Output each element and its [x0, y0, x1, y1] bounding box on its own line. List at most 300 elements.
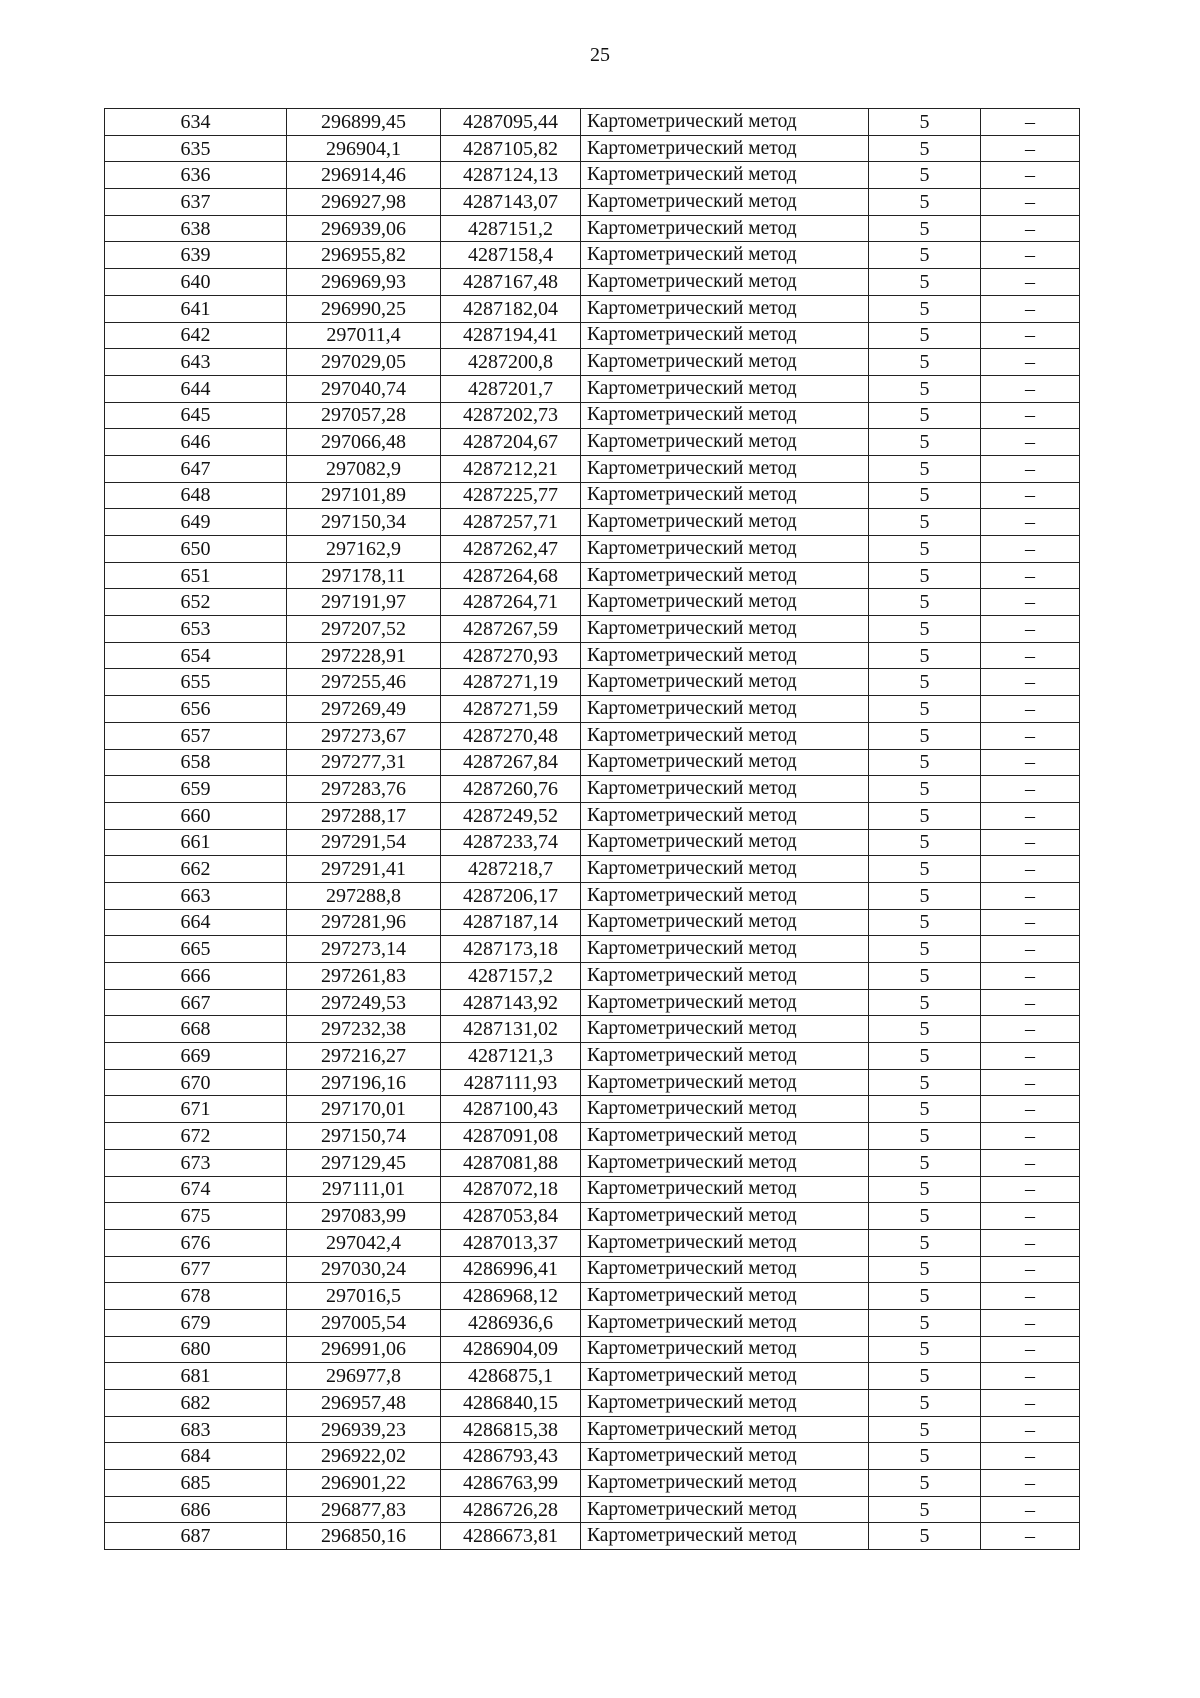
x-coordinate-cell: 296939,06: [287, 215, 441, 242]
precision-cell: 5: [869, 1229, 981, 1256]
table-row: [105, 589, 1080, 616]
y-coordinate-cell: 4287072,18: [441, 1176, 581, 1203]
y-coordinate-cell: 4287212,21: [441, 455, 581, 482]
method-cell: Картометрический метод: [581, 135, 869, 162]
y-coordinate-cell: 4286875,1: [441, 1363, 581, 1390]
precision-cell: 5: [869, 909, 981, 936]
method-cell: Картометрический метод: [581, 909, 869, 936]
method-cell: Картометрический метод: [581, 269, 869, 296]
precision-cell: 5: [869, 1203, 981, 1230]
point-number-cell: 649: [105, 509, 287, 536]
y-coordinate-cell: 4287270,48: [441, 722, 581, 749]
precision-cell: 5: [869, 616, 981, 643]
coordinates-table-body: [105, 109, 1080, 1550]
description-cell: –: [981, 482, 1080, 509]
y-coordinate-cell: 4287233,74: [441, 829, 581, 856]
table-row: [105, 1336, 1080, 1363]
x-coordinate-cell: 296904,1: [287, 135, 441, 162]
x-coordinate-cell: 297083,99: [287, 1203, 441, 1230]
x-coordinate-cell: 296991,06: [287, 1336, 441, 1363]
x-coordinate-cell: 297228,91: [287, 642, 441, 669]
precision-cell: 5: [869, 1363, 981, 1390]
description-cell: –: [981, 776, 1080, 803]
x-coordinate-cell: 297288,8: [287, 882, 441, 909]
method-cell: Картометрический метод: [581, 1496, 869, 1523]
table-row: [105, 882, 1080, 909]
method-cell: Картометрический метод: [581, 1176, 869, 1203]
description-cell: –: [981, 802, 1080, 829]
table-row: [105, 1229, 1080, 1256]
precision-cell: 5: [869, 1443, 981, 1470]
x-coordinate-cell: 296990,25: [287, 295, 441, 322]
point-number-cell: 655: [105, 669, 287, 696]
method-cell: Картометрический метод: [581, 509, 869, 536]
method-cell: Картометрический метод: [581, 1390, 869, 1417]
y-coordinate-cell: 4286936,6: [441, 1309, 581, 1336]
table-row: [105, 1523, 1080, 1550]
point-number-cell: 679: [105, 1309, 287, 1336]
precision-cell: 5: [869, 856, 981, 883]
x-coordinate-cell: 297196,16: [287, 1069, 441, 1096]
description-cell: –: [981, 1256, 1080, 1283]
x-coordinate-cell: 297291,54: [287, 829, 441, 856]
precision-cell: 5: [869, 162, 981, 189]
precision-cell: 5: [869, 642, 981, 669]
table-row: [105, 295, 1080, 322]
point-number-cell: 668: [105, 1016, 287, 1043]
x-coordinate-cell: 297005,54: [287, 1309, 441, 1336]
table-row: [105, 696, 1080, 723]
description-cell: –: [981, 295, 1080, 322]
precision-cell: 5: [869, 269, 981, 296]
table-row: [105, 642, 1080, 669]
method-cell: Картометрический метод: [581, 1336, 869, 1363]
method-cell: Картометрический метод: [581, 322, 869, 349]
x-coordinate-cell: 297277,31: [287, 749, 441, 776]
precision-cell: 5: [869, 1523, 981, 1550]
precision-cell: 5: [869, 1416, 981, 1443]
point-number-cell: 637: [105, 189, 287, 216]
y-coordinate-cell: 4287206,17: [441, 882, 581, 909]
precision-cell: 5: [869, 1069, 981, 1096]
x-coordinate-cell: 297191,97: [287, 589, 441, 616]
precision-cell: 5: [869, 802, 981, 829]
y-coordinate-cell: 4287143,92: [441, 989, 581, 1016]
point-number-cell: 669: [105, 1043, 287, 1070]
method-cell: Картометрический метод: [581, 722, 869, 749]
description-cell: –: [981, 696, 1080, 723]
x-coordinate-cell: 297178,11: [287, 562, 441, 589]
point-number-cell: 646: [105, 429, 287, 456]
point-number-cell: 639: [105, 242, 287, 269]
x-coordinate-cell: 297011,4: [287, 322, 441, 349]
point-number-cell: 672: [105, 1123, 287, 1150]
description-cell: –: [981, 749, 1080, 776]
description-cell: –: [981, 536, 1080, 563]
precision-cell: 5: [869, 1096, 981, 1123]
x-coordinate-cell: 297261,83: [287, 963, 441, 990]
precision-cell: 5: [869, 776, 981, 803]
point-number-cell: 635: [105, 135, 287, 162]
y-coordinate-cell: 4287264,68: [441, 562, 581, 589]
y-coordinate-cell: 4287260,76: [441, 776, 581, 803]
x-coordinate-cell: 296877,83: [287, 1496, 441, 1523]
precision-cell: 5: [869, 989, 981, 1016]
description-cell: –: [981, 1203, 1080, 1230]
method-cell: Картометрический метод: [581, 829, 869, 856]
method-cell: Картометрический метод: [581, 1203, 869, 1230]
description-cell: –: [981, 109, 1080, 136]
point-number-cell: 642: [105, 322, 287, 349]
x-coordinate-cell: 297030,24: [287, 1256, 441, 1283]
x-coordinate-cell: 297162,9: [287, 536, 441, 563]
table-row: [105, 429, 1080, 456]
point-number-cell: 681: [105, 1363, 287, 1390]
method-cell: Картометрический метод: [581, 189, 869, 216]
method-cell: Картометрический метод: [581, 242, 869, 269]
method-cell: Картометрический метод: [581, 989, 869, 1016]
x-coordinate-cell: 296957,48: [287, 1390, 441, 1417]
description-cell: –: [981, 162, 1080, 189]
method-cell: Картометрический метод: [581, 1523, 869, 1550]
point-number-cell: 670: [105, 1069, 287, 1096]
table-row: [105, 242, 1080, 269]
table-row: [105, 375, 1080, 402]
x-coordinate-cell: 297255,46: [287, 669, 441, 696]
description-cell: –: [981, 882, 1080, 909]
table-row: [105, 936, 1080, 963]
point-number-cell: 656: [105, 696, 287, 723]
coordinates-table: [104, 108, 1080, 1550]
description-cell: –: [981, 1363, 1080, 1390]
precision-cell: 5: [869, 1496, 981, 1523]
precision-cell: 5: [869, 1283, 981, 1310]
point-number-cell: 648: [105, 482, 287, 509]
method-cell: Картометрический метод: [581, 963, 869, 990]
y-coordinate-cell: 4286793,43: [441, 1443, 581, 1470]
description-cell: –: [981, 722, 1080, 749]
method-cell: Картометрический метод: [581, 1363, 869, 1390]
method-cell: Картометрический метод: [581, 482, 869, 509]
point-number-cell: 677: [105, 1256, 287, 1283]
table-row: [105, 1363, 1080, 1390]
precision-cell: 5: [869, 109, 981, 136]
x-coordinate-cell: 297232,38: [287, 1016, 441, 1043]
y-coordinate-cell: 4287053,84: [441, 1203, 581, 1230]
point-number-cell: 663: [105, 882, 287, 909]
x-coordinate-cell: 297288,17: [287, 802, 441, 829]
x-coordinate-cell: 297101,89: [287, 482, 441, 509]
point-number-cell: 671: [105, 1096, 287, 1123]
method-cell: Картометрический метод: [581, 669, 869, 696]
x-coordinate-cell: 297057,28: [287, 402, 441, 429]
precision-cell: 5: [869, 562, 981, 589]
y-coordinate-cell: 4287202,73: [441, 402, 581, 429]
table-row: [105, 1256, 1080, 1283]
table-row: [105, 1043, 1080, 1070]
point-number-cell: 647: [105, 455, 287, 482]
x-coordinate-cell: 297249,53: [287, 989, 441, 1016]
table-row: [105, 829, 1080, 856]
table-row: [105, 963, 1080, 990]
description-cell: –: [981, 1069, 1080, 1096]
description-cell: –: [981, 642, 1080, 669]
precision-cell: 5: [869, 749, 981, 776]
point-number-cell: 680: [105, 1336, 287, 1363]
y-coordinate-cell: 4287264,71: [441, 589, 581, 616]
point-number-cell: 634: [105, 109, 287, 136]
precision-cell: 5: [869, 1043, 981, 1070]
x-coordinate-cell: 297273,67: [287, 722, 441, 749]
point-number-cell: 644: [105, 375, 287, 402]
method-cell: Картометрический метод: [581, 295, 869, 322]
table-row: [105, 1496, 1080, 1523]
point-number-cell: 684: [105, 1443, 287, 1470]
y-coordinate-cell: 4287091,08: [441, 1123, 581, 1150]
y-coordinate-cell: 4287249,52: [441, 802, 581, 829]
point-number-cell: 661: [105, 829, 287, 856]
precision-cell: 5: [869, 669, 981, 696]
point-number-cell: 662: [105, 856, 287, 883]
precision-cell: 5: [869, 322, 981, 349]
table-row: [105, 749, 1080, 776]
x-coordinate-cell: 296977,8: [287, 1363, 441, 1390]
method-cell: Картометрический метод: [581, 215, 869, 242]
x-coordinate-cell: 297111,01: [287, 1176, 441, 1203]
method-cell: Картометрический метод: [581, 109, 869, 136]
y-coordinate-cell: 4286726,28: [441, 1496, 581, 1523]
y-coordinate-cell: 4287201,7: [441, 375, 581, 402]
precision-cell: 5: [869, 589, 981, 616]
description-cell: –: [981, 375, 1080, 402]
y-coordinate-cell: 4287158,4: [441, 242, 581, 269]
x-coordinate-cell: 296939,23: [287, 1416, 441, 1443]
method-cell: Картометрический метод: [581, 162, 869, 189]
table-row: [105, 269, 1080, 296]
precision-cell: 5: [869, 882, 981, 909]
table-row: [105, 802, 1080, 829]
description-cell: –: [981, 1523, 1080, 1550]
point-number-cell: 652: [105, 589, 287, 616]
y-coordinate-cell: 4286968,12: [441, 1283, 581, 1310]
point-number-cell: 660: [105, 802, 287, 829]
table-row: [105, 1390, 1080, 1417]
table-row: [105, 616, 1080, 643]
y-coordinate-cell: 4286840,15: [441, 1390, 581, 1417]
table-row: [105, 1149, 1080, 1176]
precision-cell: 5: [869, 349, 981, 376]
method-cell: Картометрический метод: [581, 696, 869, 723]
y-coordinate-cell: 4287095,44: [441, 109, 581, 136]
table-row: [105, 402, 1080, 429]
precision-cell: 5: [869, 696, 981, 723]
point-number-cell: 643: [105, 349, 287, 376]
table-row: [105, 1416, 1080, 1443]
table-row: [105, 722, 1080, 749]
y-coordinate-cell: 4287262,47: [441, 536, 581, 563]
point-number-cell: 640: [105, 269, 287, 296]
table-row: [105, 989, 1080, 1016]
description-cell: –: [981, 242, 1080, 269]
method-cell: Картометрический метод: [581, 856, 869, 883]
point-number-cell: 666: [105, 963, 287, 990]
description-cell: –: [981, 215, 1080, 242]
y-coordinate-cell: 4287081,88: [441, 1149, 581, 1176]
x-coordinate-cell: 296922,02: [287, 1443, 441, 1470]
method-cell: Картометрический метод: [581, 1283, 869, 1310]
description-cell: –: [981, 349, 1080, 376]
y-coordinate-cell: 4287267,84: [441, 749, 581, 776]
x-coordinate-cell: 297273,14: [287, 936, 441, 963]
method-cell: Картометрический метод: [581, 1443, 869, 1470]
point-number-cell: 678: [105, 1283, 287, 1310]
precision-cell: 5: [869, 509, 981, 536]
y-coordinate-cell: 4287194,41: [441, 322, 581, 349]
x-coordinate-cell: 296927,98: [287, 189, 441, 216]
y-coordinate-cell: 4287204,67: [441, 429, 581, 456]
method-cell: Картометрический метод: [581, 1043, 869, 1070]
x-coordinate-cell: 297016,5: [287, 1283, 441, 1310]
point-number-cell: 638: [105, 215, 287, 242]
y-coordinate-cell: 4287105,82: [441, 135, 581, 162]
y-coordinate-cell: 4287157,2: [441, 963, 581, 990]
x-coordinate-cell: 297269,49: [287, 696, 441, 723]
point-number-cell: 675: [105, 1203, 287, 1230]
table-row: [105, 482, 1080, 509]
method-cell: Картометрический метод: [581, 1096, 869, 1123]
y-coordinate-cell: 4287271,59: [441, 696, 581, 723]
description-cell: –: [981, 562, 1080, 589]
precision-cell: 5: [869, 455, 981, 482]
y-coordinate-cell: 4287131,02: [441, 1016, 581, 1043]
description-cell: –: [981, 1043, 1080, 1070]
point-number-cell: 664: [105, 909, 287, 936]
method-cell: Картометрический метод: [581, 1309, 869, 1336]
page-number: 25: [590, 44, 610, 66]
description-cell: –: [981, 1336, 1080, 1363]
table-row: [105, 1203, 1080, 1230]
description-cell: –: [981, 1176, 1080, 1203]
point-number-cell: 641: [105, 295, 287, 322]
x-coordinate-cell: 296955,82: [287, 242, 441, 269]
method-cell: Картометрический метод: [581, 1256, 869, 1283]
point-number-cell: 673: [105, 1149, 287, 1176]
table-row: [105, 776, 1080, 803]
table-row: [105, 1096, 1080, 1123]
y-coordinate-cell: 4286815,38: [441, 1416, 581, 1443]
description-cell: –: [981, 909, 1080, 936]
method-cell: Картометрический метод: [581, 936, 869, 963]
precision-cell: 5: [869, 242, 981, 269]
x-coordinate-cell: 297042,4: [287, 1229, 441, 1256]
method-cell: Картометрический метод: [581, 375, 869, 402]
precision-cell: 5: [869, 482, 981, 509]
description-cell: –: [981, 589, 1080, 616]
y-coordinate-cell: 4287271,19: [441, 669, 581, 696]
table-row: [105, 509, 1080, 536]
method-cell: Картометрический метод: [581, 455, 869, 482]
x-coordinate-cell: 296899,45: [287, 109, 441, 136]
description-cell: –: [981, 989, 1080, 1016]
x-coordinate-cell: 296914,46: [287, 162, 441, 189]
y-coordinate-cell: 4287124,13: [441, 162, 581, 189]
y-coordinate-cell: 4287100,43: [441, 1096, 581, 1123]
y-coordinate-cell: 4287270,93: [441, 642, 581, 669]
point-number-cell: 645: [105, 402, 287, 429]
table-row: [105, 162, 1080, 189]
table-row: [105, 1016, 1080, 1043]
description-cell: –: [981, 936, 1080, 963]
y-coordinate-cell: 4286996,41: [441, 1256, 581, 1283]
point-number-cell: 687: [105, 1523, 287, 1550]
precision-cell: 5: [869, 135, 981, 162]
method-cell: Картометрический метод: [581, 749, 869, 776]
y-coordinate-cell: 4286763,99: [441, 1470, 581, 1497]
point-number-cell: 686: [105, 1496, 287, 1523]
precision-cell: 5: [869, 1309, 981, 1336]
precision-cell: 5: [869, 375, 981, 402]
description-cell: –: [981, 1016, 1080, 1043]
y-coordinate-cell: 4287013,37: [441, 1229, 581, 1256]
precision-cell: 5: [869, 1149, 981, 1176]
x-coordinate-cell: 297207,52: [287, 616, 441, 643]
table-row: [105, 669, 1080, 696]
precision-cell: 5: [869, 1256, 981, 1283]
y-coordinate-cell: 4287182,04: [441, 295, 581, 322]
precision-cell: 5: [869, 215, 981, 242]
precision-cell: 5: [869, 1336, 981, 1363]
point-number-cell: 658: [105, 749, 287, 776]
description-cell: –: [981, 1390, 1080, 1417]
x-coordinate-cell: 297216,27: [287, 1043, 441, 1070]
table-row: [105, 455, 1080, 482]
method-cell: Картометрический метод: [581, 776, 869, 803]
y-coordinate-cell: 4286673,81: [441, 1523, 581, 1550]
x-coordinate-cell: 296901,22: [287, 1470, 441, 1497]
description-cell: –: [981, 509, 1080, 536]
y-coordinate-cell: 4287121,3: [441, 1043, 581, 1070]
point-number-cell: 636: [105, 162, 287, 189]
table-row: [105, 215, 1080, 242]
table-row: [105, 909, 1080, 936]
point-number-cell: 667: [105, 989, 287, 1016]
description-cell: –: [981, 856, 1080, 883]
method-cell: Картометрический метод: [581, 1229, 869, 1256]
y-coordinate-cell: 4287267,59: [441, 616, 581, 643]
x-coordinate-cell: 297150,74: [287, 1123, 441, 1150]
point-number-cell: 650: [105, 536, 287, 563]
method-cell: Картометрический метод: [581, 589, 869, 616]
precision-cell: 5: [869, 402, 981, 429]
y-coordinate-cell: 4287167,48: [441, 269, 581, 296]
description-cell: –: [981, 1496, 1080, 1523]
precision-cell: 5: [869, 536, 981, 563]
y-coordinate-cell: 4286904,09: [441, 1336, 581, 1363]
method-cell: Картометрический метод: [581, 429, 869, 456]
method-cell: Картометрический метод: [581, 642, 869, 669]
x-coordinate-cell: 297291,41: [287, 856, 441, 883]
method-cell: Картометрический метод: [581, 1123, 869, 1150]
point-number-cell: 674: [105, 1176, 287, 1203]
point-number-cell: 659: [105, 776, 287, 803]
precision-cell: 5: [869, 1176, 981, 1203]
method-cell: Картометрический метод: [581, 882, 869, 909]
x-coordinate-cell: 297129,45: [287, 1149, 441, 1176]
precision-cell: 5: [869, 829, 981, 856]
y-coordinate-cell: 4287218,7: [441, 856, 581, 883]
table-row: [105, 536, 1080, 563]
description-cell: –: [981, 669, 1080, 696]
